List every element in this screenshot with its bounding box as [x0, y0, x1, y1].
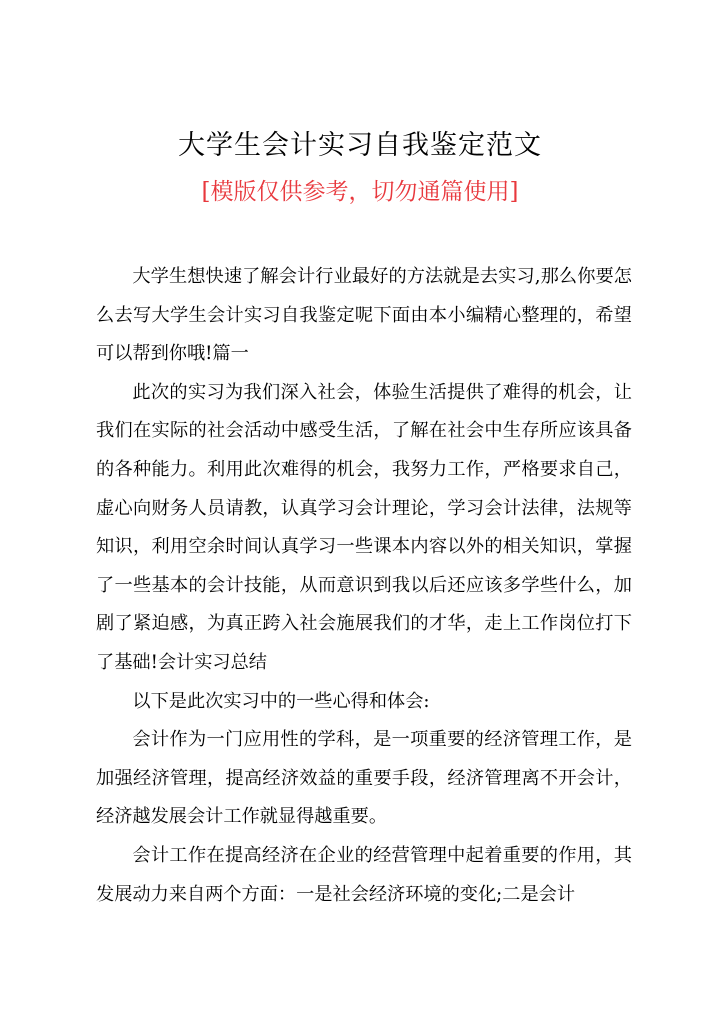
paragraph-lead-in: 以下是此次实习中的一些心得和体会: [132, 690, 430, 712]
paragraph-accounting-importance: 会计作为一门应用性的学科，是一项重要的经济管理工作，是加强经济管理，提高经济效益的重要手段，经济管理离不开会计，经济越发展会计工作就显得越重要。 [96, 729, 632, 828]
paragraph-intro: 大学生想快速了解会计行业最好的方法就是去实习,那么你要怎么去写大学生会计实习自我鉴定呢下面由本小编精心整理的，希望可以帮到你哦!篇一 [96, 266, 632, 365]
paragraph-accounting-role: 会计工作在提高经济在企业的经营管理中起着重要的作用，其发展动力来自两个方面：一是社会经济环境的变化;二是会计 [96, 844, 632, 905]
document-title: 大学生会计实习自我鉴定范文 [178, 130, 542, 161]
template-notice-subtitle: [模版仅供参考，切勿通篇使用] [201, 179, 519, 205]
document-body [96, 258, 632, 914]
paragraph-internship-opportunity: 此次的实习为我们深入社会，体验生活提供了难得的机会，让我们在实际的社会活动中感受生活，了解在社会中生存所应该具备的各种能力。利用此次难得的机会，我努力工作，严格要求自己，虚心向财务人员请教，认真学习会计理论，学习会计法律，法规等知识，利用空余时间认真学习一些课本内容以外的相关知识，掌握了一些基本的会计技能，从而意识到我以后还应该多学些什么，加剧了紧迫感，为真正跨入社会施展我们的才华，走上工作岗位打下了基础!会计实习总结 [96, 381, 632, 673]
